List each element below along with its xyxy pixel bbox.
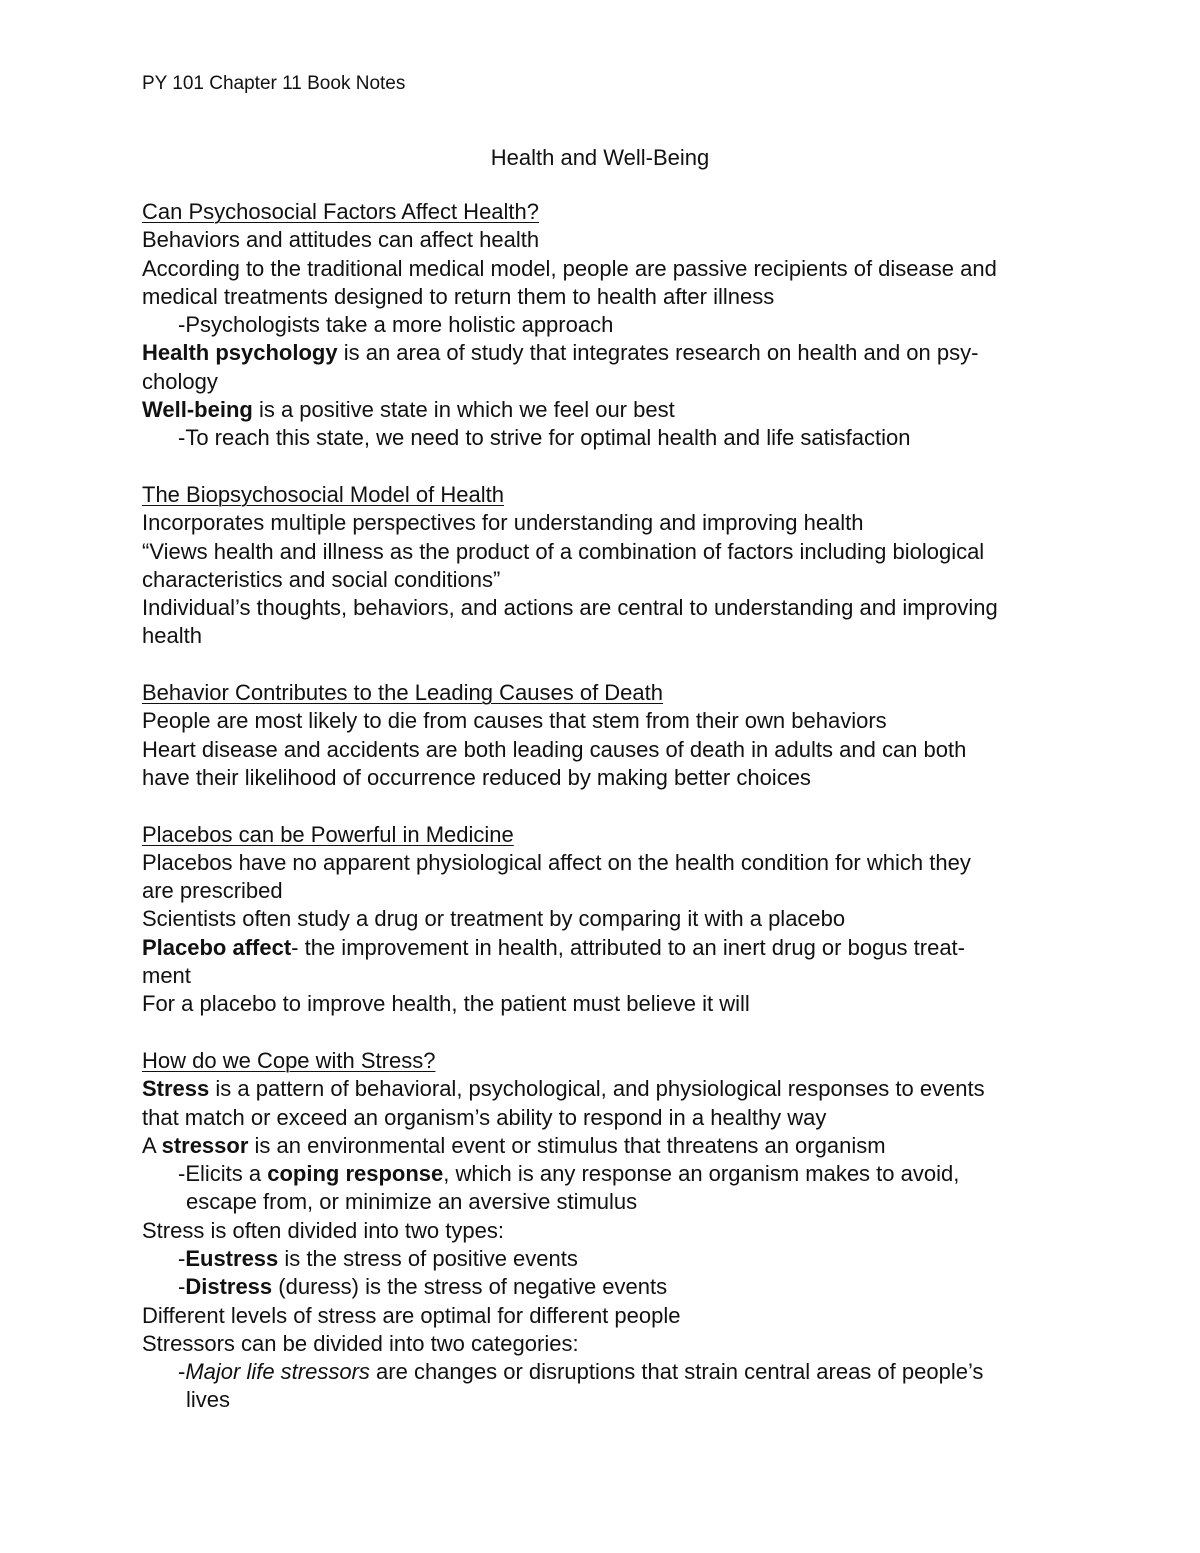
text-line: Stressors can be divided into two categories: xyxy=(142,1330,579,1356)
text-line: People are most likely to die from causes that stem from their own behaviors xyxy=(142,708,887,734)
term-health-psychology: Health psychology xyxy=(142,340,338,366)
definition-prefix: - xyxy=(178,1274,186,1300)
definition-prefix: -Elicits a xyxy=(178,1161,268,1187)
definition-line xyxy=(142,339,1067,367)
definition-line xyxy=(142,1358,1067,1386)
term-stress: Stress xyxy=(142,1076,210,1102)
indented-line: -To reach this state, we need to strive for optimal health and life satisfaction xyxy=(178,425,911,451)
definition-text: is a pattern of behavioral, psychological, and physiological responses to events xyxy=(209,1076,985,1102)
definition-text: is a positive state in which we feel our best xyxy=(252,397,675,423)
term-placebo-affect: Placebo affect xyxy=(142,934,292,960)
indented-line: escape from, or minimize an aversive stimulus xyxy=(186,1189,638,1215)
definition-text: - the improvement in health, attributed to an inert drug or bogus treat- xyxy=(291,934,965,960)
text-line: that match or exceed an organism’s ability to respond in a healthy way xyxy=(142,1104,827,1130)
definition-text: are changes or disruptions that strain central areas of people’s xyxy=(369,1359,984,1385)
text-line: Scientists often study a drug or treatment by comparing it with a placebo xyxy=(142,906,846,932)
text-line: Individual’s thoughts, behaviors, and actions are central to understanding and improving xyxy=(142,595,998,621)
indented-line: -Psychologists take a more holistic approach xyxy=(178,312,614,338)
text-line: Heart disease and accidents are both leading causes of death in adults and can both xyxy=(142,736,967,762)
text-line: have their likelihood of occurrence reduced by making better choices xyxy=(142,764,811,790)
definition-line xyxy=(142,1245,1067,1273)
definition-prefix: - xyxy=(178,1245,186,1271)
definition-text: is the stress of positive events xyxy=(278,1245,578,1271)
definition-line xyxy=(142,1132,1067,1160)
term-stressor: stressor xyxy=(161,1132,249,1158)
paragraph-gap xyxy=(142,453,1067,481)
text-line: Behaviors and attitudes can affect health xyxy=(142,227,540,253)
definition-prefix: - xyxy=(178,1359,186,1385)
section-heading-biopsychosocial: The Biopsychosocial Model of Health xyxy=(142,481,504,507)
definition-text: is an environmental event or stimulus that threatens an organism xyxy=(248,1132,886,1158)
text-line: “Views health and illness as the product of a combination of factors including biological xyxy=(142,538,985,564)
text-line: Placebos have no apparent physiological affect on the health condition for which they xyxy=(142,849,971,875)
section-heading-stress: How do we Cope with Stress? xyxy=(142,1047,436,1073)
text-line: Incorporates multiple perspectives for understanding and improving health xyxy=(142,510,864,536)
definition-line xyxy=(142,396,1067,424)
section-heading-placebos: Placebos can be Powerful in Medicine xyxy=(142,821,514,847)
definition-text: (duress) is the stress of negative events xyxy=(272,1274,668,1300)
text-line: Different levels of stress are optimal for different people xyxy=(142,1302,681,1328)
text-line: health xyxy=(142,623,202,649)
text-line: are prescribed xyxy=(142,878,283,904)
page-header: PY 101 Chapter 11 Book Notes xyxy=(142,73,406,94)
definition-prefix: A xyxy=(142,1132,162,1158)
text-line: chology xyxy=(142,368,218,394)
text-line: medical treatments designed to return them to health after illness xyxy=(142,283,775,309)
paragraph-gap xyxy=(142,1019,1067,1047)
text-line: characteristics and social conditions” xyxy=(142,566,501,592)
definition-line xyxy=(142,1075,1067,1103)
text-line: According to the traditional medical model, people are passive recipients of disease and xyxy=(142,255,997,281)
indented-line: lives xyxy=(186,1387,231,1413)
text-line: For a placebo to improve health, the patient must believe it will xyxy=(142,991,750,1017)
term-coping-response: coping response xyxy=(267,1161,444,1187)
text-line: Stress is often divided into two types: xyxy=(142,1217,504,1243)
definition-text: is an area of study that integrates research on health and on psy- xyxy=(337,340,979,366)
paragraph-gap xyxy=(142,651,1067,679)
text-line: ment xyxy=(142,963,191,989)
paragraph-gap xyxy=(142,792,1067,820)
document-body xyxy=(142,198,1067,1415)
term-distress: Distress xyxy=(185,1274,273,1300)
term-well-being: Well-being xyxy=(142,397,253,423)
section-heading-psychosocial: Can Psychosocial Factors Affect Health? xyxy=(142,199,540,224)
definition-line xyxy=(142,1160,1067,1188)
document-title: Health and Well-Being xyxy=(490,145,710,170)
section-heading-behavior: Behavior Contributes to the Leading Causes of Death xyxy=(142,680,663,706)
definition-line xyxy=(142,1273,1067,1301)
definition-line xyxy=(142,934,1067,962)
term-eustress: Eustress xyxy=(185,1245,279,1271)
term-major-life-stressors: Major life stressors xyxy=(185,1359,370,1385)
definition-text: , which is any response an organism makes to avoid, xyxy=(443,1161,960,1187)
